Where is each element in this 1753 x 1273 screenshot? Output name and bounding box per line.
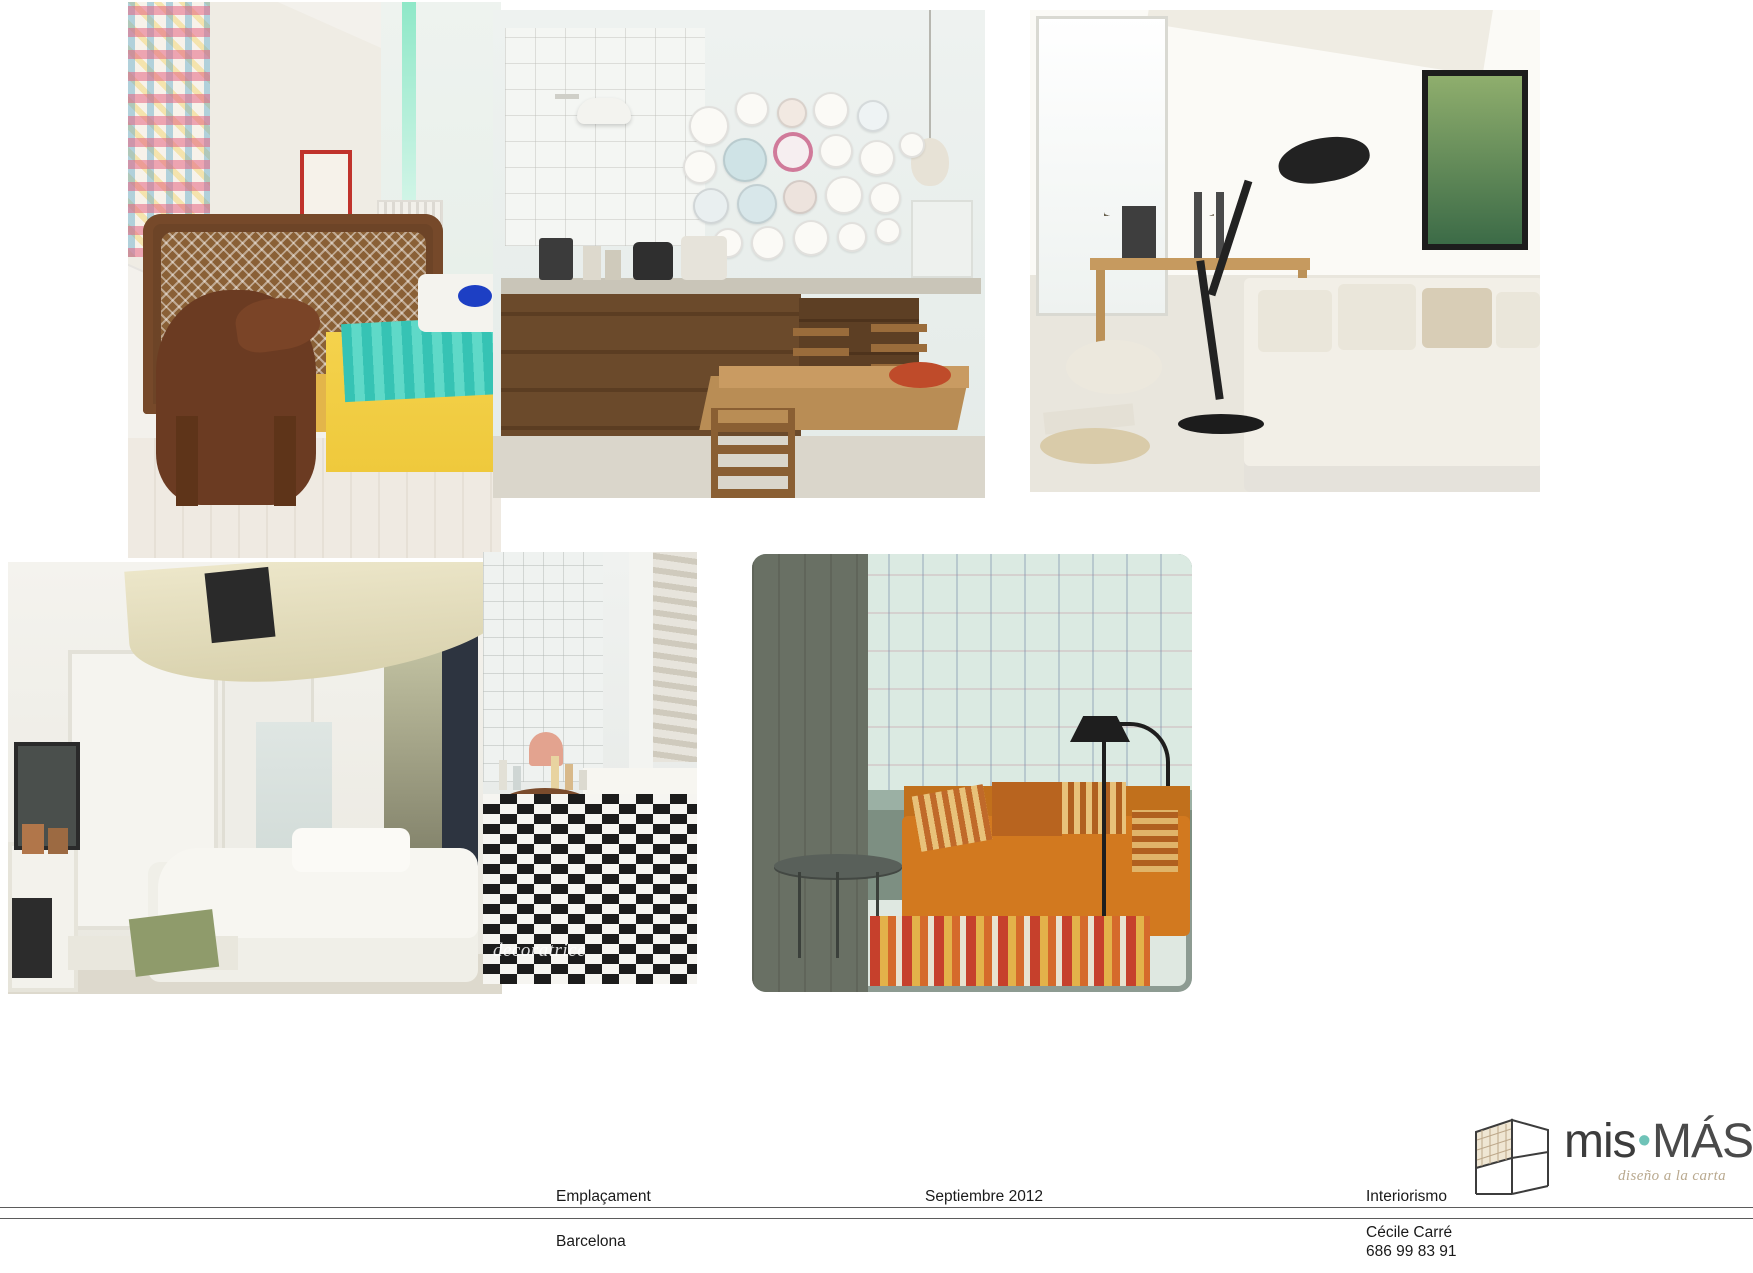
logo-name-secondary: MÁS <box>1651 1115 1753 1168</box>
image-attic-kids-bedroom <box>128 2 501 558</box>
coffee-machine <box>539 238 573 280</box>
scene-alcove <box>752 554 1192 992</box>
table-leg <box>836 872 839 958</box>
cushion <box>992 782 1062 836</box>
plate <box>875 218 901 244</box>
plate <box>723 138 767 182</box>
bed-pillow <box>292 828 410 872</box>
bottle <box>579 770 587 790</box>
woven-basket <box>1040 428 1150 464</box>
scene-canopy-bedroom <box>8 562 502 994</box>
footer-contact-name: Cécile Carré <box>1366 1224 1453 1241</box>
plate <box>735 92 769 126</box>
firebox <box>12 898 52 978</box>
footer-contact-phone: 686 99 83 91 <box>1366 1243 1457 1260</box>
logo-separator-dot: • <box>1637 1120 1650 1162</box>
mantel-vase <box>48 828 68 854</box>
plate <box>773 132 813 172</box>
sectional-sofa <box>1244 278 1540 492</box>
window-green-strip <box>402 2 416 212</box>
mantel-vase <box>22 824 44 854</box>
candlestick <box>1194 192 1202 262</box>
image-kitchen-plate-wall <box>493 10 985 498</box>
concrete-countertop <box>501 278 981 294</box>
plate <box>777 98 807 128</box>
toy-horse-leg <box>176 416 198 506</box>
scene-kitchen <box>493 10 985 498</box>
brand-logo <box>1468 1104 1753 1200</box>
footer-location-label: Emplaçament <box>556 1188 651 1205</box>
canopy-dark-panel <box>205 567 276 643</box>
wall-sconce <box>577 98 631 124</box>
bottle <box>513 766 521 790</box>
sofa-cushion <box>1258 290 1332 352</box>
red-bowl <box>889 362 951 388</box>
side-panel <box>752 554 868 992</box>
dining-chair-front <box>711 408 795 498</box>
kettle <box>633 242 673 280</box>
framed-landscape-art <box>1422 70 1528 250</box>
logo-name-primary: mis <box>1564 1115 1636 1168</box>
logo-tagline: diseño a la carta <box>1618 1168 1727 1184</box>
plate <box>825 176 863 214</box>
footer-date: Septiembre 2012 <box>925 1188 1044 1205</box>
footer-rule-bottom <box>0 1218 1753 1219</box>
decorative-plate-wall <box>683 88 931 256</box>
pillow <box>418 274 501 332</box>
bottle <box>565 764 573 790</box>
plate <box>693 188 729 224</box>
lamp-stem <box>1102 736 1106 946</box>
striped-bolster <box>1132 810 1178 872</box>
plate <box>737 184 777 224</box>
sconce-arm <box>555 94 579 99</box>
plate <box>857 100 889 132</box>
scene-living-room <box>1030 10 1540 492</box>
framed-picture <box>300 150 352 220</box>
table-leg <box>798 872 801 958</box>
plate <box>783 180 817 214</box>
image-living-room-arc-lamp <box>1030 10 1540 492</box>
scene-bathroom <box>483 552 697 984</box>
footer-service: Interiorismo <box>1366 1188 1447 1205</box>
blue-cushion-detail <box>458 285 492 307</box>
tiled-backsplash <box>505 28 705 246</box>
plate <box>793 220 829 256</box>
striped-rug <box>870 916 1150 986</box>
toiletry-bottles <box>499 748 589 790</box>
plate <box>899 132 925 158</box>
image-canopy-bedroom <box>8 562 502 994</box>
vase <box>1122 206 1156 258</box>
logo-wordmark <box>1564 1114 1753 1169</box>
plate <box>689 106 729 146</box>
jar <box>583 246 601 280</box>
striped-cushion <box>1062 782 1126 834</box>
footer-rule-top <box>0 1207 1753 1208</box>
toy-horse-leg <box>274 416 296 506</box>
bottle <box>499 760 507 790</box>
pot <box>681 236 727 280</box>
jar <box>605 250 621 280</box>
column <box>629 552 653 802</box>
bottle <box>551 756 559 790</box>
plate <box>837 222 867 252</box>
floor-pouf <box>1066 340 1162 394</box>
footer-city: Barcelona <box>556 1233 626 1250</box>
lamp-base <box>1178 414 1264 434</box>
plate <box>819 134 853 168</box>
image-alcove-daybed <box>752 554 1192 992</box>
scene-attic-bedroom <box>128 2 501 558</box>
plate <box>683 150 717 184</box>
sofa-cushion <box>1422 288 1492 348</box>
plate <box>751 226 785 260</box>
image-bathroom-checkerboard <box>483 552 697 984</box>
image-watermark: decoratrice <box>493 940 587 961</box>
bench-runner <box>129 909 219 977</box>
plate <box>859 140 895 176</box>
sofa-cushion <box>1338 284 1416 350</box>
plate <box>869 182 901 214</box>
chair-logo-icon <box>1468 1106 1560 1196</box>
sofa-cushion <box>1496 292 1540 348</box>
plate <box>813 92 849 128</box>
